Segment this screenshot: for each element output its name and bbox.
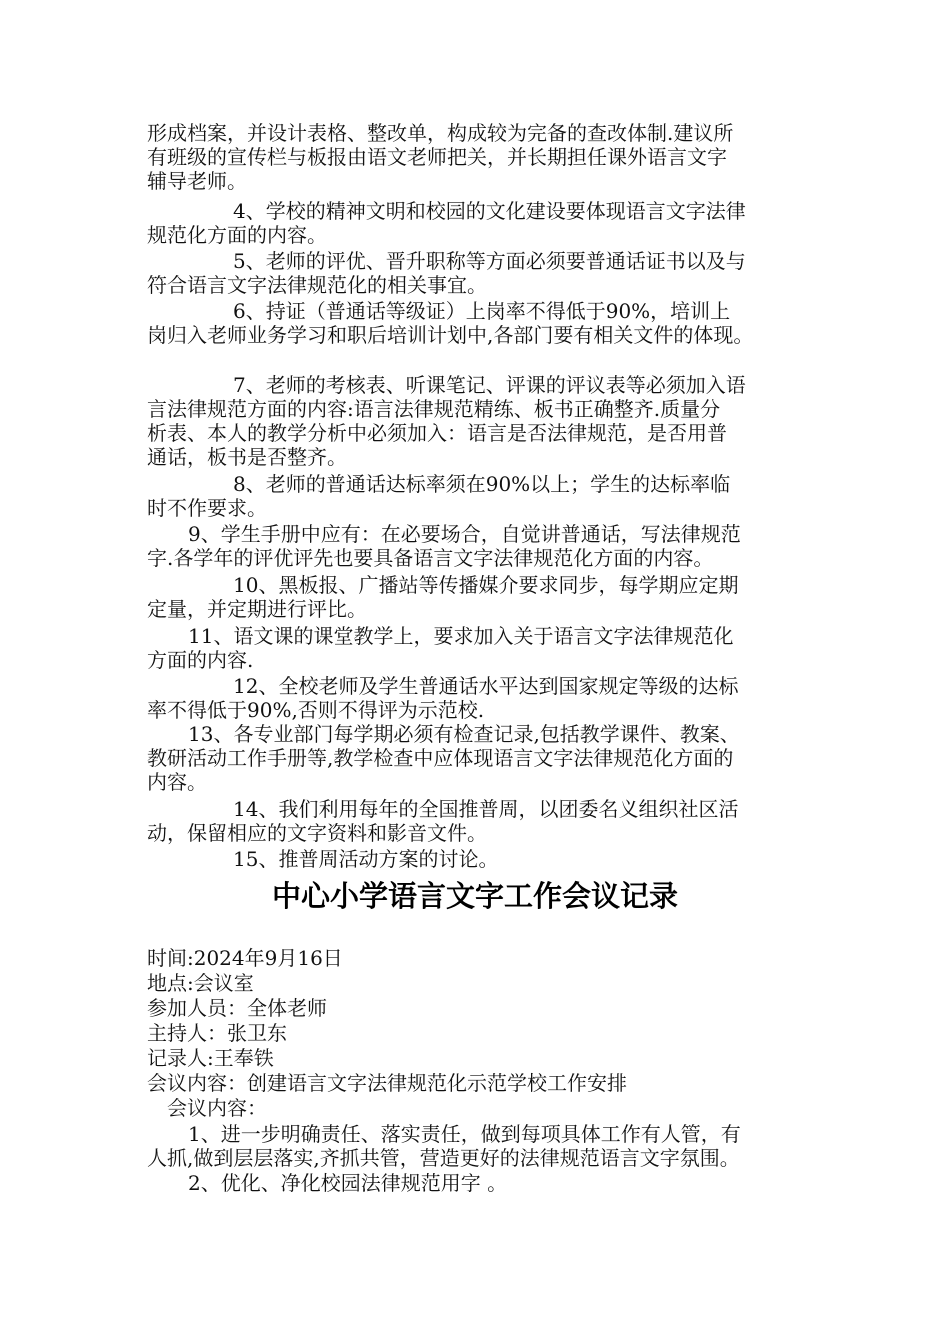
item-5-line: 5、老师的评优、晋升职称等方面必须要普通话证书以及与: [233, 249, 746, 273]
item-13-line: 13、各专业部门每学期必须有检查记录,包括教学课件、教案、: [188, 722, 740, 746]
meeting-attendees: 参加人员：全体老师: [147, 996, 327, 1020]
item-12-line: 12、全校老师及学生普通话水平达到国家规定等级的达标: [233, 674, 739, 698]
item-6-line: 6、持证（普通话等级证）上岗率不得低于90%，培训上: [233, 299, 731, 323]
item-14-line: 动，保留相应的文字资料和影音文件。: [147, 821, 487, 845]
meeting-item-line: 人抓,做到层层落实,齐抓共管，营造更好的法律规范语言文字氛围。: [147, 1146, 740, 1170]
item-4-line: 4、学校的精神文明和校园的文化建设要体现语言文字法律: [233, 199, 746, 223]
item-4-line: 规范化方面的内容。: [147, 223, 327, 247]
item-5-line: 符合语言文字法律规范化的相关事宜。: [147, 273, 487, 297]
item-11-line: 11、语文课的课堂教学上，要求加入关于语言文字法律规范化: [188, 624, 734, 648]
item-12-line: 率不得低于90%,否则不得评为示范校.: [147, 698, 485, 722]
meeting-content-summary: 会议内容：创建语言文字法律规范化示范学校工作安排: [147, 1071, 627, 1095]
item-7-line: 言法律规范方面的内容:语言法律规范精练、板书正确整齐.质量分: [147, 397, 721, 421]
item-6-line: 岗归入老师业务学习和职后培训计划中,各部门要有相关文件的体现。: [147, 323, 754, 347]
item-15-line: 15、推普周活动方案的讨论。: [233, 847, 499, 871]
item-13-line: 内容。: [147, 770, 207, 794]
meeting-item-line: 1、进一步明确责任、落实责任，做到每项具体工作有人管，有: [188, 1122, 741, 1146]
item-7-line: 通话，板书是否整齐。: [147, 445, 347, 469]
item-8-line: 时不作要求。: [147, 496, 267, 520]
item-13-line: 教研活动工作手册等,教学检查中应体现语言文字法律规范化方面的: [147, 746, 734, 770]
item-14-line: 14、我们利用每年的全国推普周，以团委名义组织社区活: [233, 797, 739, 821]
meeting-place: 地点:会议室: [147, 971, 254, 995]
body-line: 辅导老师。: [147, 169, 247, 193]
item-9-line: 9、学生手册中应有：在必要场合，自觉讲普通话，写法律规范: [188, 522, 741, 546]
meeting-item-line: 2、优化、净化校园法律规范用字 。: [188, 1171, 508, 1195]
item-8-line: 8、老师的普通话达标率须在90%以上；学生的达标率临: [233, 472, 731, 496]
item-11-line: 方面的内容.: [147, 648, 254, 672]
item-9-line: 字.各学年的评优评先也要具备语言文字法律规范化方面的内容。: [147, 546, 714, 570]
body-line: 形成档案，并设计表格、整改单，构成较为完备的查改体制.建议所: [147, 121, 734, 145]
item-10-line: 定量，并定期进行评比。: [147, 597, 367, 621]
item-10-line: 10、黑板报、广播站等传播媒介要求同步，每学期应定期: [233, 573, 739, 597]
meeting-content-label: 会议内容：: [167, 1096, 267, 1120]
item-7-line: 7、老师的考核表、听课笔记、评课的评议表等必须加入语: [233, 373, 746, 397]
page-title: 中心小学语言文字工作会议记录: [271, 879, 678, 913]
meeting-recorder: 记录人:王奉铁: [147, 1046, 274, 1070]
item-7-line: 析表、本人的教学分析中必须加入：语言是否法律规范，是否用普: [147, 421, 727, 445]
body-line: 有班级的宣传栏与板报由语文老师把关，并长期担任课外语言文字: [147, 145, 727, 169]
meeting-host: 主持人：张卫东: [147, 1021, 287, 1045]
meeting-time: 时间:2024年9月16日: [147, 946, 343, 970]
